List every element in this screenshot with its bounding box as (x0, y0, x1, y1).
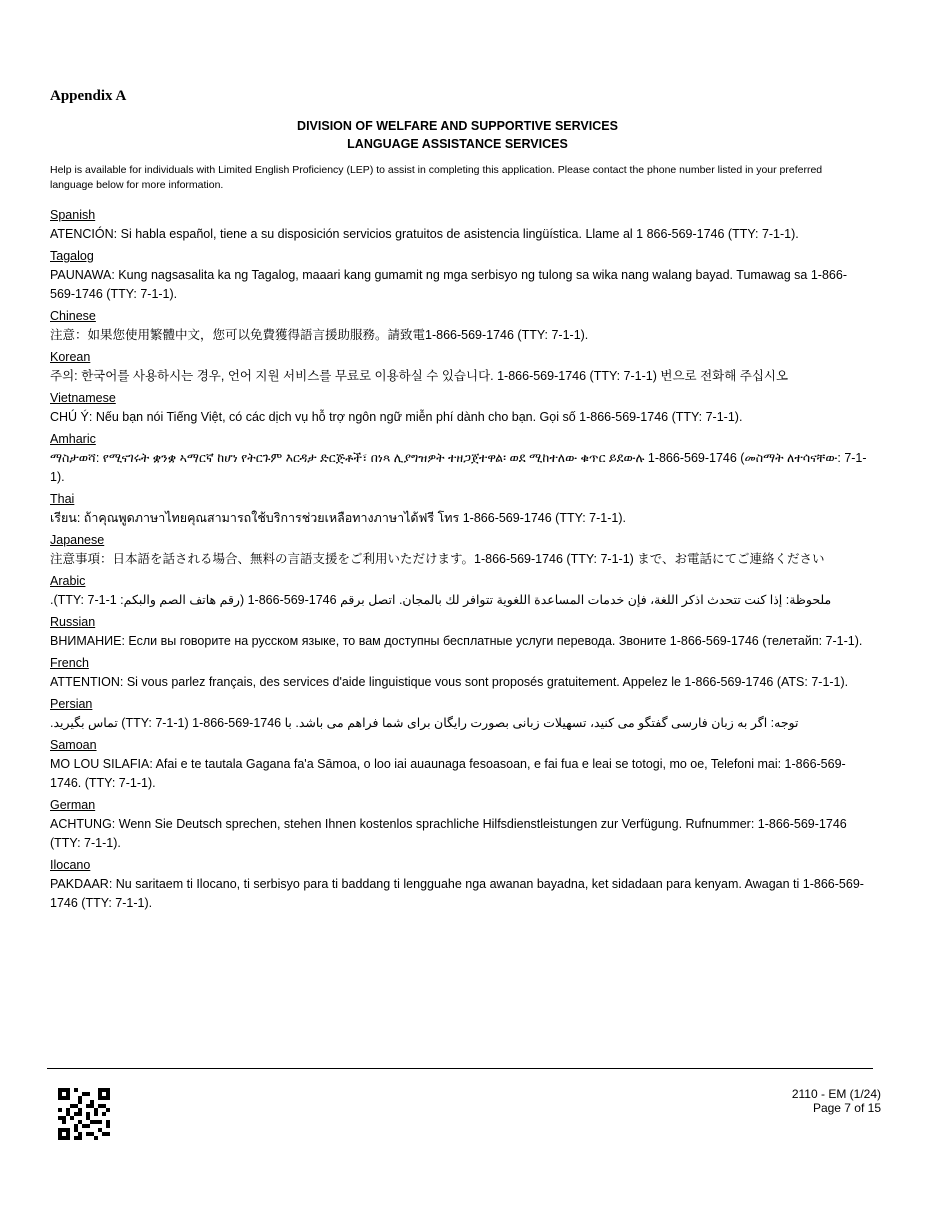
language-heading: Samoan (50, 738, 97, 752)
language-section (50, 348, 868, 386)
language-heading: Korean (50, 350, 91, 364)
page-number: Page 7 of 15 (812, 1101, 881, 1115)
language-notice-text: PAKDAAR: Nu saritaem ti Ilocano, ti serbisyo para ti baddang ti lengguahe nga awanan bayadna, ket sidadaan para kenyam. Awagan ti 1-866-569-1746 (TTY: 7-1-1). (50, 877, 864, 910)
language-heading: French (50, 656, 89, 670)
language-section (50, 389, 868, 427)
language-notice-text: ATTENTION: Si vous parlez français, des services d'aide linguistique vous sont proposés gratuitement. Appelez le 1-866-569-1746 (ATS: 7-1-1). (50, 675, 849, 689)
language-heading: Persian (50, 697, 93, 711)
language-notice-text: 注意：如果您使用繁體中文，您可以免費獲得語言援助服務。請致電1-866-569-1746 (TTY: 7-1-1). (50, 328, 589, 342)
language-heading: Vietnamese (50, 391, 116, 405)
language-heading: Tagalog (50, 249, 94, 263)
language-notice-text: เรียน: ถ้าคุณพูดภาษาไทยคุณสามารถใช้บริการช่วยเหลือทางภาษาได้ฟรี โทร 1-866-569-1746 (TTY: 7-1-1). (50, 511, 627, 525)
header-services: LANGUAGE ASSISTANCE SERVICES (347, 137, 568, 151)
language-heading: Japanese (50, 533, 105, 547)
language-section (50, 206, 868, 244)
language-notice-text: ВНИМАНИЕ: Если вы говорите на русском языке, то вам доступны бесплатные услуги перевода. Звоните 1-866-569-1746 (телетайп: 7-1-1). (50, 634, 863, 648)
language-section (50, 654, 868, 692)
language-section (50, 736, 868, 793)
language-sections (50, 206, 868, 916)
appendix-label: Appendix A (50, 88, 127, 104)
language-notice-text: MO LOU SILAFIA: Afai e te tautala Gagana fa'a Sāmoa, o loo iai auaunaga fesoasoan, e fai fua e leai se totogi, mo oe, Telefoni mai: 1-866-569-1746. (TTY: 7-1-1). (50, 757, 846, 790)
language-notice-text: ማስታወሻ: የሚናገሩት ቋንቋ ኣማርኛ ከሆነ የትርጉም እርዳታ ድርጅቶች፣ በነጻ ሊያግዝዎት ተዘጋጀተዋል፡ ወደ ሚከተለው ቁጥር ይደውሉ 1-866-569-1746 (መስማት ለተሳናቸው: 7-1-1). (50, 451, 867, 484)
language-heading: Thai (50, 492, 75, 506)
footer-divider (47, 1068, 873, 1069)
language-heading: Spanish (50, 208, 96, 222)
header-division: DIVISION OF WELFARE AND SUPPORTIVE SERVICES (297, 119, 618, 133)
language-heading: Amharic (50, 432, 96, 446)
language-section (50, 307, 868, 345)
language-section (50, 695, 868, 733)
qr-code (58, 1088, 110, 1140)
language-section (50, 572, 868, 610)
language-section (50, 531, 868, 569)
language-heading: Russian (50, 615, 96, 629)
intro-paragraph: Help is available for individuals with Limited English Proficiency (LEP) to assist in completing this application. Please contact the phone number listed in your preferred language below for more information. (50, 164, 823, 191)
language-notice-text: ACHTUNG: Wenn Sie Deutsch sprechen, stehen Ihnen kostenlos sprachliche Hilfsdienstleistungen zur Verfügung. Rufnummer: 1-866-569-1746 (TTY: 7-1-1). (50, 817, 847, 850)
language-section (50, 430, 868, 487)
language-section (50, 613, 868, 651)
language-section (50, 856, 868, 913)
language-heading: Arabic (50, 574, 86, 588)
language-section (50, 796, 868, 853)
language-heading: German (50, 798, 96, 812)
language-notice-text: 注意事項：日本語を話される場合、無料の言語支援をご利用いただけます。1-866-569-1746 (TTY: 7-1-1) まで、お電話にてご連絡ください (50, 552, 825, 566)
language-section (50, 247, 868, 304)
form-id: 2110 - EM (1/24) (791, 1087, 881, 1101)
language-section (50, 490, 868, 528)
language-notice-text: توجه: اگر به زبان فارسی گفتگو می کنید، تسهیلات زبانی بصورت رایگان برای شما فراهم می باشد. با 1746-569-866-1 (TTY: 7-1-1) تماس بگیرید. (50, 716, 799, 730)
language-notice-text: CHÚ Ý: Nếu bạn nói Tiếng Việt, có các dịch vụ hỗ trợ ngôn ngữ miễn phí dành cho bạn. Gọi số 1-866-569-1746 (TTY: 7-1-1). (50, 410, 743, 424)
language-heading: Ilocano (50, 858, 91, 872)
page-footer (792, 1087, 881, 1115)
language-notice-text: PAUNAWA: Kung nagsasalita ka ng Tagalog, maaari kang gumamit ng mga serbisyo ng tulong sa wika nang walang bayad. Tumawag sa 1-866-569-1746 (TTY: 7-1-1). (50, 268, 847, 301)
language-notice-text: 주의: 한국어를 사용하시는 경우, 언어 지원 서비스를 무료로 이용하실 수 있습니다. 1-866-569-1746 (TTY: 7-1-1) 번으로 전화해 주십시오 (50, 369, 789, 383)
language-notice-text: ATENCIÓN: Si habla español, tiene a su disposición servicios gratuitos de asistencia lingüística. Llame al 1 866-569-1746 (TTY: 7-1-1). (50, 227, 799, 241)
language-heading: Chinese (50, 309, 96, 323)
language-notice-text: ملحوظة: إذا كنت تتحدث اذكر اللغة، فإن خدمات المساعدة اللغوية تتوافر لك بالمجان. اتصل برقم 1746-569-866-1 (رقم هاتف الصم والبكم: TTY: 7-1-1). (50, 593, 832, 607)
document-header (50, 117, 865, 153)
